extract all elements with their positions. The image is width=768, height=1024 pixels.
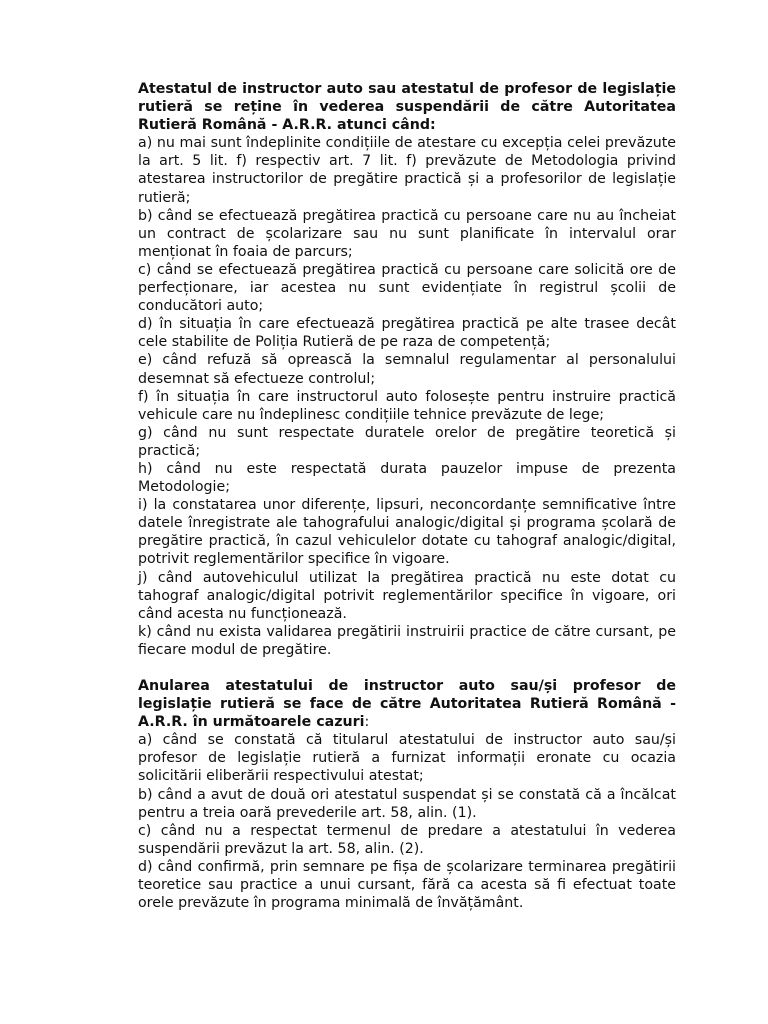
suspension-section [138, 80, 676, 659]
suspension-item-f: f) în situația în care instructorul auto folosește pentru instruire practică vehicule care nu îndeplinesc condițiile tehnice prevăzute de lege; [138, 388, 676, 423]
document-page [138, 80, 676, 912]
annulment-item-a: a) când se constată că titularul atestatului de instructor auto sau/și profesor de legislație rutieră a furnizat informații eronate cu ocazia solicitării eliberării respectivului atestat; [138, 732, 676, 785]
annulment-item-b: b) când a avut de două ori atestatul suspendat și se constată că a încălcat pentru a treia oară prevederile art. 58, alin. (1). [138, 786, 676, 821]
annulment-heading [138, 677, 676, 731]
suspension-item-e: e) când refuză să oprească la semnalul regulamentar al personalului desemnat să efectueze controlul; [138, 352, 676, 387]
suspension-heading [138, 80, 676, 134]
suspension-item-i: i) la constatarea unor diferențe, lipsuri, neconcordanțe semnificative între datele înregistrate ale tahografului analogic/digital și programa școlară de pregătire practică, în cazul vehiculelor dotate cu tahograf analogic/digital, potrivit reglementărilor specifice în vigoare. [138, 497, 676, 568]
suspension-item-b: b) când se efectuează pregătirea practică cu persoane care nu au încheiat un contract de școlarizare sau nu sunt planificate în intervalul orar menționat în foaia de parcurs; [138, 207, 676, 260]
annulment-item-c: c) când nu a respectat termenul de predare a atestatului în vederea suspendării prevăzut la art. 58, alin. (2). [138, 822, 676, 857]
suspension-item-g: g) când nu sunt respectate duratele orelor de pregătire teoretică și practică; [138, 424, 676, 459]
annulment-heading-text: Anularea atestatului de instructor auto sau/și profesor de legislație rutieră se face de către Autoritatea Rutieră Română - A.R.R. în următoarele cazuri [138, 678, 676, 731]
annulment-heading-tail: : [364, 714, 370, 731]
suspension-item-k: k) când nu exista validarea pregătirii instruirii practice de către cursant, pe fiecare modul de pregătire. [138, 623, 676, 658]
suspension-item-d: d) în situația în care efectuează pregătirea practică pe alte trasee decât cele stabilite de Poliția Rutieră de pe raza de competență; [138, 316, 676, 351]
suspension-heading-text: Atestatul de instructor auto sau atestatul de profesor de legislație rutieră se reține în vederea suspendării de către Autoritatea Rutieră Română - A.R.R. atunci când: [138, 81, 676, 134]
annulment-item-d: d) când confirmă, prin semnare pe fișa de școlarizare terminarea pregătirii teoretice sau practice a unui cursant, fără ca acesta să fi efectuat toate orele prevăzute în programa minimală de învățământ. [138, 858, 676, 912]
suspension-item-c: c) când se efectuează pregătirea practică cu persoane care solicită ore de perfecționare, iar acestea nu sunt evidențiate în registrul școlii de conducători auto; [138, 261, 676, 315]
annulment-section [138, 677, 676, 912]
suspension-item-h: h) când nu este respectată durata pauzelor impuse de prezenta Metodologie; [138, 460, 676, 496]
suspension-item-a: a) nu mai sunt îndeplinite condițiile de atestare cu excepția celei prevăzute la art. 5 lit. f) respectiv art. 7 lit. f) prevăzute de Metodologia privind atestarea instructorilor de pregătire practică și a profesorilor de legislație rutieră; [138, 135, 676, 206]
suspension-item-j: j) când autovehiculul utilizat la pregătirea practică nu este dotat cu tahograf analogic/digital potrivit reglementărilor specifice în vigoare, ori când acesta nu funcționează. [138, 569, 676, 622]
